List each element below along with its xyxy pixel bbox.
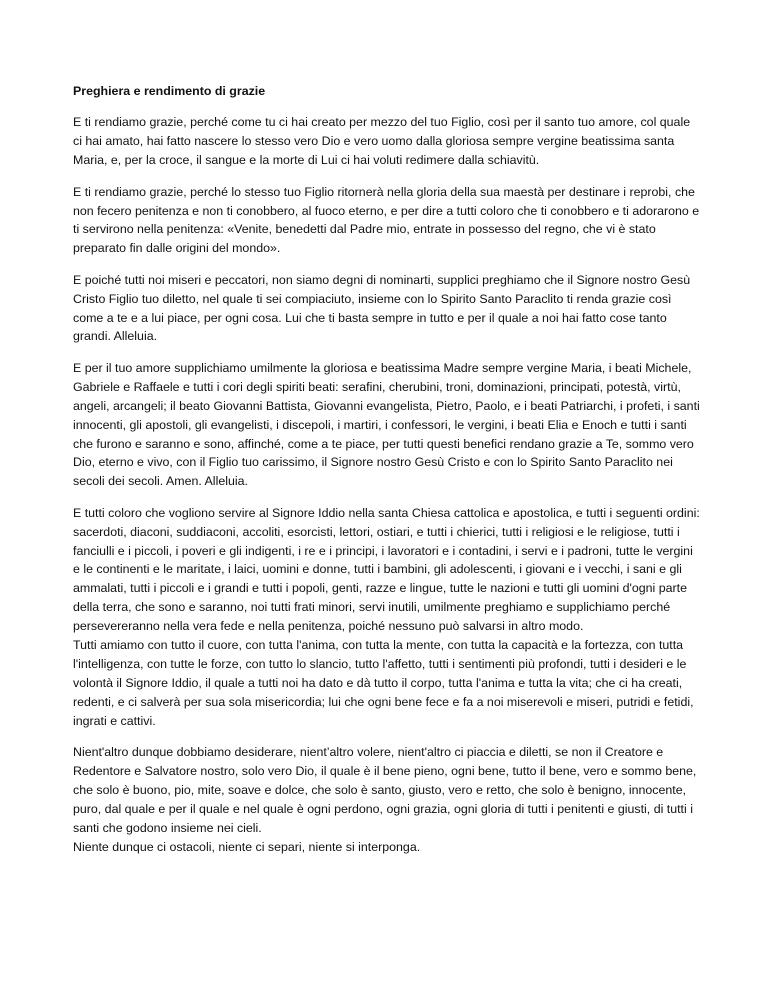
paragraph: E ti rendiamo grazie, perché come tu ci hai creato per mezzo del tuo Figlio, così per il santo tuo amore, col quale ci hai amato, hai fatto nascere lo stesso vero Dio e vero uomo dalla gloriosa sempre vergine beatissima santa Maria, e, per la croce, il sangue e la morte di Lui ci hai voluti redimere dalla schiavitù. — [73, 115, 691, 168]
paragraph-block — [73, 113, 701, 170]
paragraph-block — [73, 743, 701, 856]
document-title: Preghiera e rendimento di grazie — [73, 84, 266, 98]
paragraph: Nient'altro dunque dobbiamo desiderare, nient’altro volere, nient'altro ci piaccia e diletti, se non il Creatore e Redentore e Salvatore nostro, solo vero Dio, il quale è il bene pieno, ogni bene, tutto il bene, vero e sommo bene, che solo è buono, pio, mite, soave e dolce, che solo è santo, giusto, vero e retto, che solo è benigno, innocente, puro, dal quale e per il quale e nel quale è ogni perdono, ogni grazia, ogni gloria di tutti i penitenti e giusti, di tutti i santi che godono insieme nei cieli. — [73, 745, 697, 835]
paragraph: E poiché tutti noi miseri e peccatori, non siamo degni di nominarti, supplici preghiamo che il Signore nostro Gesù Cristo Figlio tuo diletto, nel quale ti sei compiaciuto, insieme con lo Spirito Santo Paraclito ti renda grazie così come a te e a lui piace, per ogni cosa. Lui che ti basta sempre in tutto e per il quale a noi hai fatto cose tanto grandi. Alleluia. — [73, 272, 691, 344]
paragraph: E ti rendiamo grazie, perché lo stesso tuo Figlio ritornerà nella gloria della sua maestà per destinare i reprobi, che non fecero penitenza e non ti conobbero, al fuoco eterno, e per dire a tutti coloro che ti conobbero e ti adorarono e ti servirono nella penitenza: «Venite, benedetti dal Padre mio, entrate in possesso del regno, che vi è stato preparato fin dalle origini del mondo». — [73, 184, 700, 256]
paragraph: E tutti coloro che vogliono servire al Signore Iddio nella santa Chiesa cattolica e apostolica, e tutti i seguenti ordini: sacerdoti, diaconi, suddiaconi, accoliti, esorcisti, lettori, ostiari, e tutti i chierici, tutti i religiosi e le religiose, tutti i fanciulli e i piccoli, i poveri e gli indigenti, i re e i principi, i lavoratori e i contadini, i servi e i padroni, tutte le vergini e le continenti e le maritate, i laici, uomini e donne, tutti i bambini, gli adolescenti, i giovani e i vecchi, i sani e gli ammalati, tutti i piccoli e i grandi e tutti i popoli, genti, razze e lingue, tutte le nazioni e tutti gli uomini d'ogni parte della terra, che sono e saranno, noi tutti frati minori, servi inutili, umilmente preghiamo e supplichiamo perché persevereranno nella vera fede e nella penitenza, poiché nessuno può salvarsi in altro modo. — [73, 505, 700, 634]
document-page — [73, 82, 701, 869]
paragraph-block — [73, 183, 701, 259]
paragraph-block — [73, 271, 701, 347]
paragraph: Tutti amiamo con tutto il cuore, con tutta l'anima, con tutta la mente, con tutta la capacità e la fortezza, con tutta l'intelligenza, con tutte le forze, con tutto lo slancio, tutto l'affetto, tutti i sentimenti più profondi, tutti i desideri e le volontà il Signore Iddio, il quale a tutti noi ha dato e dà tutto il corpo, tutta l'anima e tutta la vita; che ci ha creati, redenti, e ci salverà per sua sola misericordia; lui che ogni bene fece e fa a noi miserevoli e miseri, putridi e fetidi, ingrati e cattivi. — [73, 638, 694, 728]
paragraph-block — [73, 359, 701, 491]
paragraph-block — [73, 504, 701, 731]
paragraph: E per il tuo amore supplichiamo umilmente la gloriosa e beatissima Madre sempre vergine Maria, i beati Michele, Gabriele e Raffaele e tutti i cori degli spiriti beati: serafini, cherubini, troni, dominazioni, principati, potestà, virtù, angeli, arcangeli; il beato Giovanni Battista, Giovanni evangelista, Pietro, Paolo, e i beati Patriarchi, i profeti, i santi innocenti, gli apostoli, gli evangelisti, i discepoli, i martiri, i confessori, le vergini, i beati Elia e Enoch e tutti i santi che furono e saranno e sono, affinché, come a te piace, per tutti questi benefici rendano grazie a Te, sommo vero Dio, eterno e vivo, con il Figlio tuo carissimo, il Signore nostro Gesù Cristo e con lo Spirito Santo Paraclito nei secoli dei secoli. Amen. Alleluia. — [73, 360, 700, 489]
paragraph: Niente dunque ci ostacoli, niente ci separi, niente si interponga. — [73, 839, 421, 854]
